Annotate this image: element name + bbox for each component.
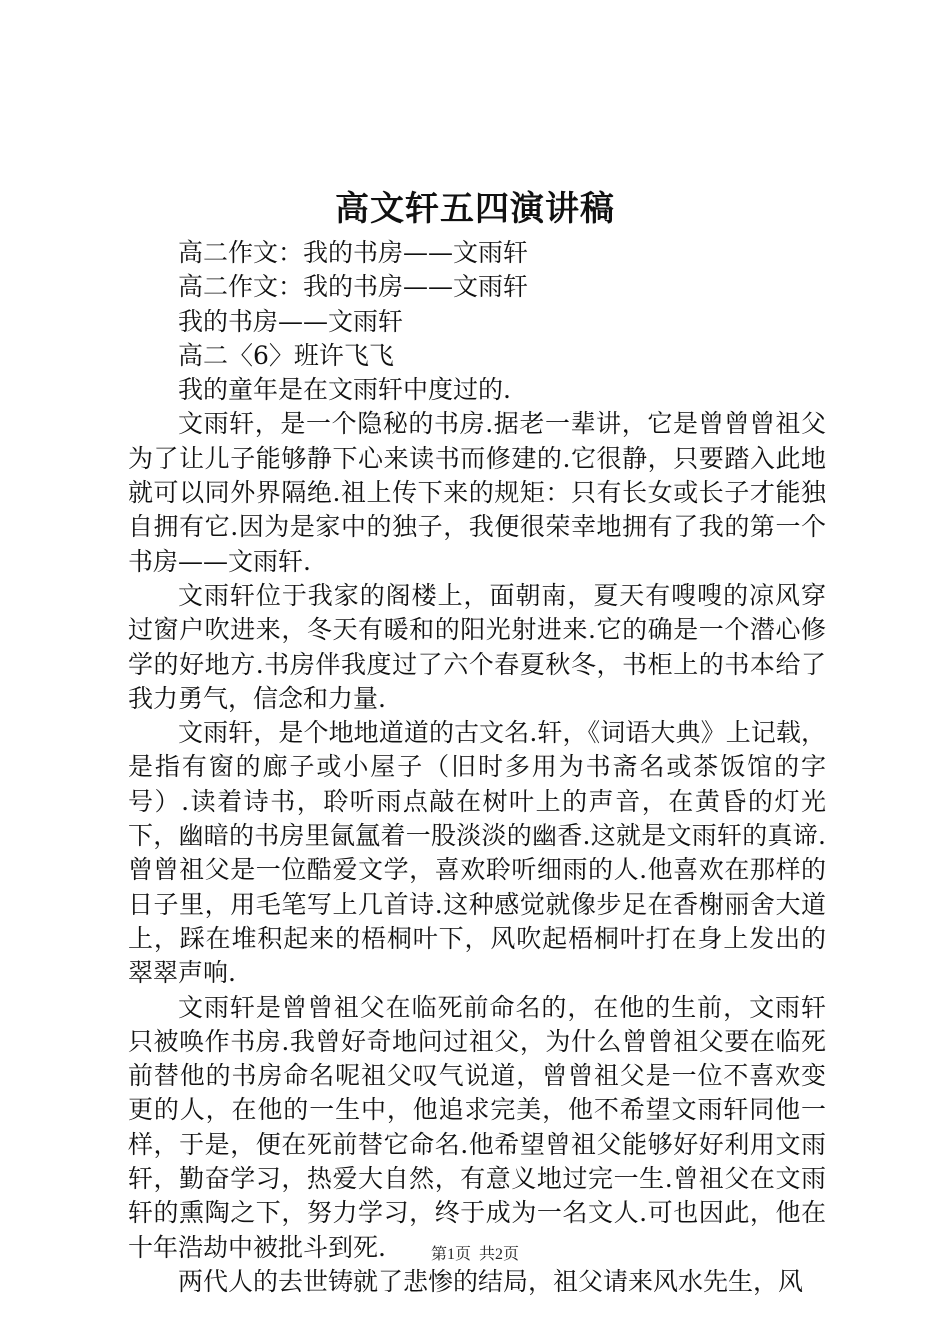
page-number: 第1页 [430, 1246, 471, 1263]
paragraph-author: 高二〈6〉班许飞飞 [178, 340, 394, 370]
document-body [128, 236, 826, 1299]
paragraph: 文雨轩，是个地地道道的古文名.轩，《词语大典》上记载，是指有窗的廊子或小屋子（旧时多用为书斋名或茶饭馆的字号）.读着诗书，聆听雨点敲在树叶上的声音，在黄昏的灯光下，幽暗的书房里氤氲着一股淡淡的幽香.这就是文雨轩的真谛.曾曾祖父是一位酷爱文学，喜欢聆听细雨的人.他喜欢在那样的日子里，用毛笔写上几首诗.这种感觉就像步足在香榭丽舍大道上，踩在堆积起来的梧桐叶下，风吹起梧桐叶打在身上发出的翠翠声响. [128, 718, 826, 988]
paragraph-subtitle-1: 高二作文：我的书房——文雨轩 [178, 238, 529, 267]
paragraph: 文雨轩，是一个隐秘的书房.据老一辈讲，它是曾曾曾祖父为了让儿子能够静下心来读书而修建的.它很静，只要踏入此地就可以同外界隔绝.祖上传下来的规矩：只有长女或长子才能独自拥有它.因为是家中的独子，我便很荣幸地拥有了我的第一个书房——文雨轩. [128, 409, 826, 576]
paragraph: 两代人的去世铸就了悲惨的结局，祖父请来风水先生，风 [178, 1266, 804, 1296]
paragraph-essay-title: 我的书房——文雨轩 [178, 306, 404, 336]
page-total: 共2页 [479, 1246, 520, 1263]
page-footer [0, 1244, 950, 1266]
document-title: 高文轩五四演讲稿 [335, 189, 615, 229]
paragraph-subtitle-2: 高二作文：我的书房——文雨轩 [178, 272, 529, 302]
paragraph-intro: 我的童年是在文雨轩中度过的. [178, 375, 511, 405]
paragraph: 文雨轩是曾曾祖父在临死前命名的，在他的生前，文雨轩只被唤作书房.我曾好奇地问过祖父，为什么曾曾祖父要在临死前替他的书房命名呢祖父叹气说道，曾曾祖父是一位不喜欢变更的人，在他的一生中，他追求完美，他不希望文雨轩同他一样，于是，便在死前替它命名.他希望曾祖父能够好好利用文雨轩，勤奋学习，热爱大自然，有意义地过完一生.曾祖父在文雨轩的熏陶之下，努力学习，终于成为一名文人.可也因此，他在十年浩劫中被批斗到死. [128, 992, 826, 1262]
paragraph: 文雨轩位于我家的阁楼上，面朝南，夏天有嗖嗖的凉风穿过窗户吹进来，冬天有暖和的阳光射进来.它的确是一个潜心修学的好地方.书房伴我度过了六个春夏秋冬，书柜上的书本给了我力勇气，信念和力量. [128, 580, 826, 713]
